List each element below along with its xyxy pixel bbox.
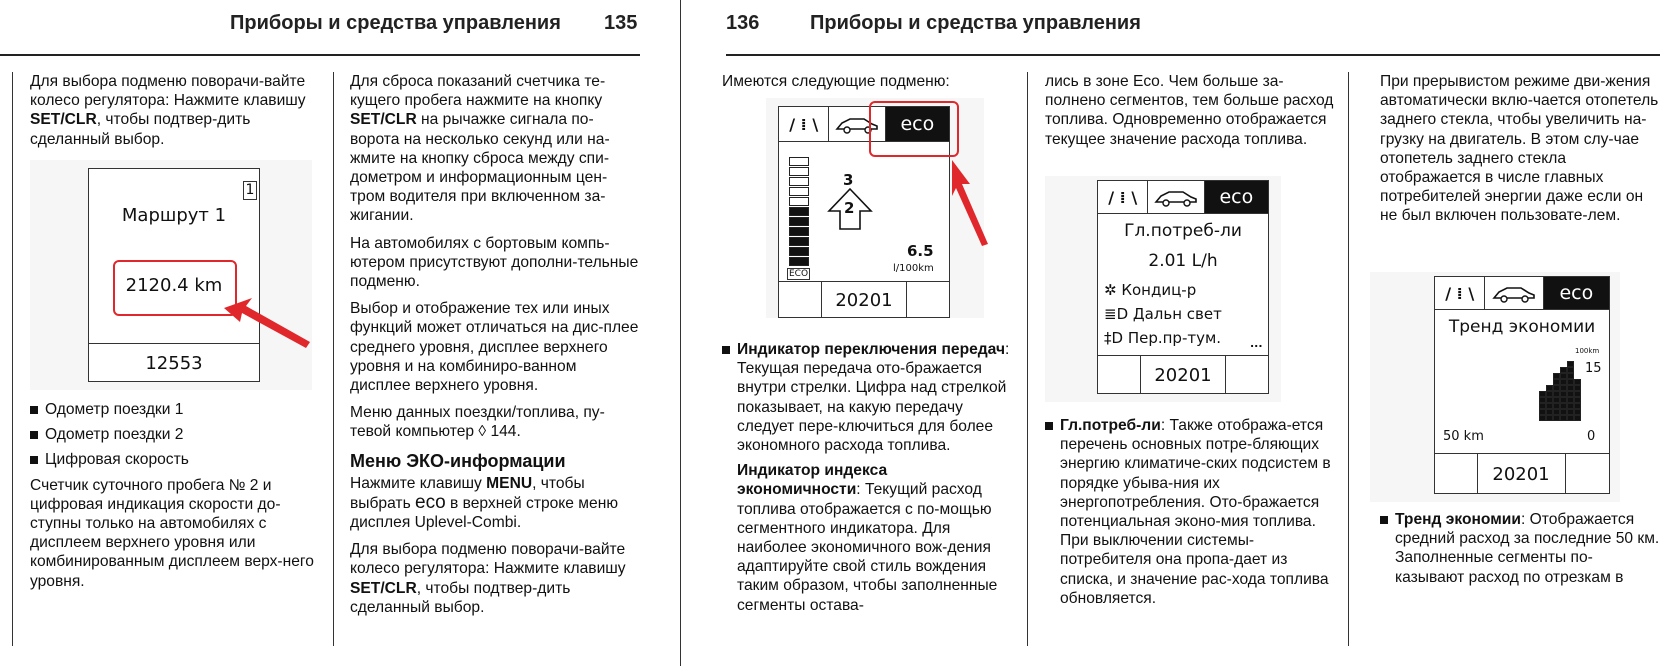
column-3 xyxy=(722,72,1012,99)
column-2 xyxy=(350,72,640,625)
gauge-segment xyxy=(789,217,809,226)
col3-intro: Имеются следующие подменю: xyxy=(722,73,950,90)
trend-figure xyxy=(1370,272,1620,502)
trend-bar-block xyxy=(1560,391,1567,397)
list-item: Гл.потреб-ли: Также отобража-ется перечень основных потре-бляющих энергию климатиче-ских подсистем в порядке убыва-ния их энергопотребления. Ото-бражается потенциальная эконо-мия топлива. При выключении системы-потребителя она пропа-дает из списка, и значение рас-хода топлива обновляется. xyxy=(1045,416,1335,608)
trend-bar-block xyxy=(1560,409,1567,415)
trip-title: Маршрут 1 xyxy=(121,205,227,226)
fog-light-icon: ‡D xyxy=(1104,329,1128,347)
trend-bar-block xyxy=(1539,391,1546,397)
trend-bar-block xyxy=(1574,397,1581,403)
bottom-cell-right xyxy=(1226,356,1268,394)
col-separator xyxy=(1348,72,1349,646)
road-icon: / ⁞ \ xyxy=(1098,181,1148,213)
col5-para-1: При прерывистом режиме дви-жения автоматически вклю-чается отопетель заднего стекла, чтобы увеличить на-грузку на двигатель. В этом слу-чае отопетель заднего стекла отображается в числе главных потребителей энергии даже если он не был включен пользовате-лем. xyxy=(1380,73,1659,225)
left-header-rule xyxy=(0,54,640,56)
gauge-segment xyxy=(789,167,809,176)
bottom-cell-left xyxy=(779,282,822,318)
trend-bar-block xyxy=(1553,373,1560,379)
list-item: Тренд экономии: Отображается средний расход за последние 50 км. Заполненные сегменты по-казывают расход по отрезкам в xyxy=(1380,510,1660,587)
segment-indicator xyxy=(789,157,811,277)
col4-para-1: лись в зоне Eco. Чем больше за-полнено сегментов, тем больше расход топлива. Одновременно отображается текущее значение расхода топлива. xyxy=(1045,73,1334,148)
trend-bar-block xyxy=(1553,379,1560,385)
trend-bar-block xyxy=(1574,403,1581,409)
trend-bar-block xyxy=(1574,415,1581,421)
trend-bar-block xyxy=(1546,409,1553,415)
page-gutter xyxy=(680,0,681,666)
display-bottom-bar xyxy=(779,281,949,318)
trend-bar-block xyxy=(1546,397,1553,403)
trip-odometer-value: 2120.4 km xyxy=(125,275,223,296)
gauge-segment xyxy=(789,247,809,256)
consumer-item: ✲ Кондиц-р xyxy=(1104,281,1197,299)
bottom-cell-right xyxy=(1566,454,1610,494)
right-page-title: Приборы и средства управления xyxy=(810,12,1141,34)
trend-scale-value: 15 xyxy=(1585,361,1602,376)
column-4 xyxy=(1045,72,1335,157)
col1-para-1: Для выбора подменю поворачи-вайте колесо регулятора: Нажмите клавишу SET/CLR, чтобы подтвер-дить сделанный выбор. xyxy=(30,73,306,148)
odometer: 20201 xyxy=(1141,356,1227,394)
current-gear: 2 xyxy=(844,199,855,217)
gear-figure xyxy=(766,98,984,318)
trend-bar-block xyxy=(1560,385,1567,391)
recommended-gear: 3 xyxy=(843,171,854,189)
trend-bar-block xyxy=(1560,379,1567,385)
consumer-item: ‡D Пер.пр-тум. xyxy=(1104,329,1222,347)
trend-bars xyxy=(1539,361,1583,423)
gauge-segment xyxy=(789,197,809,206)
red-arrow-icon xyxy=(222,280,322,360)
trend-bar-block xyxy=(1574,409,1581,415)
trend-bar-block xyxy=(1546,415,1553,421)
col2-para-2: На автомобилях с бортовым компь-ютером присутствуют дополни-тельные подменю. xyxy=(350,234,639,291)
trend-bar-block xyxy=(1560,367,1567,373)
trend-bar-block xyxy=(1546,391,1553,397)
col2-para-4: Меню данных поездки/топлива, пу-тевой компьютер ◊ 144. xyxy=(350,404,605,441)
section-heading: Меню ЭКО-информации xyxy=(350,450,566,471)
trend-bar-block xyxy=(1567,397,1574,403)
consumption-unit: l/100km xyxy=(893,263,934,274)
trend-bar-block xyxy=(1567,361,1574,367)
high-beam-icon: ≣D xyxy=(1104,305,1133,323)
trip-corner-index: 1 xyxy=(243,181,257,200)
eco-tab: eco xyxy=(1205,181,1268,213)
bottom-cell-left xyxy=(1435,454,1478,494)
more-indicator: ... xyxy=(1250,337,1263,350)
highlight-box xyxy=(869,101,959,157)
display-bottom-bar xyxy=(1435,453,1609,494)
red-arrow-icon xyxy=(950,158,990,248)
trip-figure xyxy=(30,160,312,390)
bottom-cell-right xyxy=(907,282,949,318)
gauge-segment xyxy=(789,187,809,196)
consumers-figure xyxy=(1045,176,1281,402)
trend-bar-block xyxy=(1553,415,1560,421)
trend-bar-block xyxy=(1567,385,1574,391)
column-5 xyxy=(1380,72,1660,234)
col-separator xyxy=(12,72,13,646)
trend-bar-block xyxy=(1574,379,1581,385)
col2-para-5: Нажмите клавишу MENU, чтобы выбрать eco в верхней строке меню дисплея Uplevel-Combi. xyxy=(350,474,619,532)
road-icon: / ⁞ \ xyxy=(779,107,829,141)
col3-item-2: Индикатор индекса экономичности: Текущий расход топлива отображается с по-мощью сегментного индикатора. Для наиболее экономичного вож-дения адаптируйте свой стиль вождения таким образом, чтобы заполненные сегменты остава- xyxy=(737,462,998,614)
eco-display-gear xyxy=(778,106,950,318)
display-tabs xyxy=(1098,181,1268,214)
col2-para-1: Для сброса показаний счетчика те-кущего пробега нажмите на кнопку SET/CLR на рычажке сигнала по-ворота на несколько секунд или на-жмите на кнопку сброса между спи-дометром и информационным цен-тром водителя при включенном за-жигании. xyxy=(350,73,610,225)
trend-bar-block xyxy=(1553,385,1560,391)
left-page-number: 135 xyxy=(604,12,638,34)
trend-bar-block xyxy=(1574,385,1581,391)
total-odometer: 12553 xyxy=(145,352,203,374)
trend-bar-block xyxy=(1560,403,1567,409)
col-separator xyxy=(1027,72,1028,646)
consumer-item: ≣D Дальн свет xyxy=(1104,305,1222,323)
list-item: Цифровая скорость xyxy=(30,450,320,469)
trend-bar-block xyxy=(1553,403,1560,409)
odometer: 20201 xyxy=(1478,454,1566,494)
trend-bar-block xyxy=(1553,409,1560,415)
display-bottom-bar xyxy=(1098,355,1268,394)
column-3-lower xyxy=(722,340,1012,623)
trend-bar-block xyxy=(1567,409,1574,415)
trend-bar-block xyxy=(1567,415,1574,421)
trend-bar-block xyxy=(1539,409,1546,415)
column-5-lower xyxy=(1380,510,1660,593)
gauge-segment xyxy=(789,207,809,216)
list-item: Одометр поездки 1 xyxy=(30,400,320,419)
highlight-box xyxy=(113,260,237,316)
display-tabs xyxy=(1435,277,1609,310)
trend-scale-unit: 100km xyxy=(1575,347,1600,355)
car-icon xyxy=(1485,277,1543,309)
trend-bar-block xyxy=(1539,397,1546,403)
car-icon xyxy=(1148,181,1204,213)
ac-icon: ✲ xyxy=(1104,281,1122,299)
gauge-segment xyxy=(789,257,809,266)
trend-bar-block xyxy=(1560,415,1567,421)
col2-para-6: Для выбора подменю поворачи-вайте колесо регулятора: Нажмите клавишу SET/CLR, чтобы подтвер-дить сделанный выбор. xyxy=(350,541,626,616)
trend-bar-block xyxy=(1539,403,1546,409)
gauge-segment xyxy=(789,177,809,186)
consumers-title: Гл.потреб-ли xyxy=(1124,221,1242,241)
gauge-segment xyxy=(789,227,809,236)
trend-distance: 50 km xyxy=(1443,429,1484,444)
right-page-number: 136 xyxy=(726,12,760,34)
right-header-rule xyxy=(726,54,1660,56)
left-page-title: Приборы и средства управления xyxy=(230,12,561,34)
eco-display-trend xyxy=(1434,276,1610,494)
col1-para-2: Счетчик суточного пробега № 2 и цифровая индикация скорости до-ступны только на автомобилях с дисплеем верхнего уровня или комбинированным дисплеем верх-него уровня. xyxy=(30,476,314,590)
trend-zero: 0 xyxy=(1587,429,1596,444)
trend-bar-block xyxy=(1574,391,1581,397)
trend-title: Тренд экономии xyxy=(1448,317,1596,337)
trend-bar-block xyxy=(1546,385,1553,391)
trend-bar-block xyxy=(1567,367,1574,373)
trend-bar-block xyxy=(1546,403,1553,409)
list-item: Одометр поездки 2 xyxy=(30,425,320,444)
eco-segment-label: ECO xyxy=(789,269,809,279)
gauge-segment xyxy=(789,157,809,166)
column-4-lower xyxy=(1045,416,1335,614)
odometer: 20201 xyxy=(822,282,908,318)
bottom-cell-left xyxy=(1098,356,1141,394)
trend-bar-block xyxy=(1539,415,1546,421)
trend-bar-block xyxy=(1553,397,1560,403)
road-icon: / ⁞ \ xyxy=(1435,277,1485,309)
trend-bar-block xyxy=(1567,403,1574,409)
trend-bar-block xyxy=(1567,373,1574,379)
gauge-segment xyxy=(789,237,809,246)
consumers-value: 2.01 L/h xyxy=(1148,251,1218,271)
consumption-value: 6.5 xyxy=(907,242,934,260)
col2-para-3: Выбор и отображение тех или иных функций может отличаться на дис-плее среднего уровня, дисплее верхнего уровня и на комбиниро-ванном дисплее верхнего уровня. xyxy=(350,300,639,395)
column-1-lower xyxy=(30,400,320,599)
trend-bar-block xyxy=(1567,379,1574,385)
eco-tab: eco xyxy=(1544,277,1609,309)
col-separator xyxy=(333,72,334,646)
trend-bar-block xyxy=(1560,397,1567,403)
trend-bar-block xyxy=(1560,373,1567,379)
eco-tab: eco xyxy=(886,107,949,141)
trend-bar-block xyxy=(1553,391,1560,397)
list-item: Индикатор переключения передач: Текущая передача ото-бражается внутри стрелки. Цифра над стрелкой показывает, на какую передачу следует пере-ключиться для более экономного расхода топлива. xyxy=(722,340,1012,455)
trend-bar-block xyxy=(1567,391,1574,397)
eco-display-consumers xyxy=(1097,180,1269,394)
column-1 xyxy=(30,72,320,157)
